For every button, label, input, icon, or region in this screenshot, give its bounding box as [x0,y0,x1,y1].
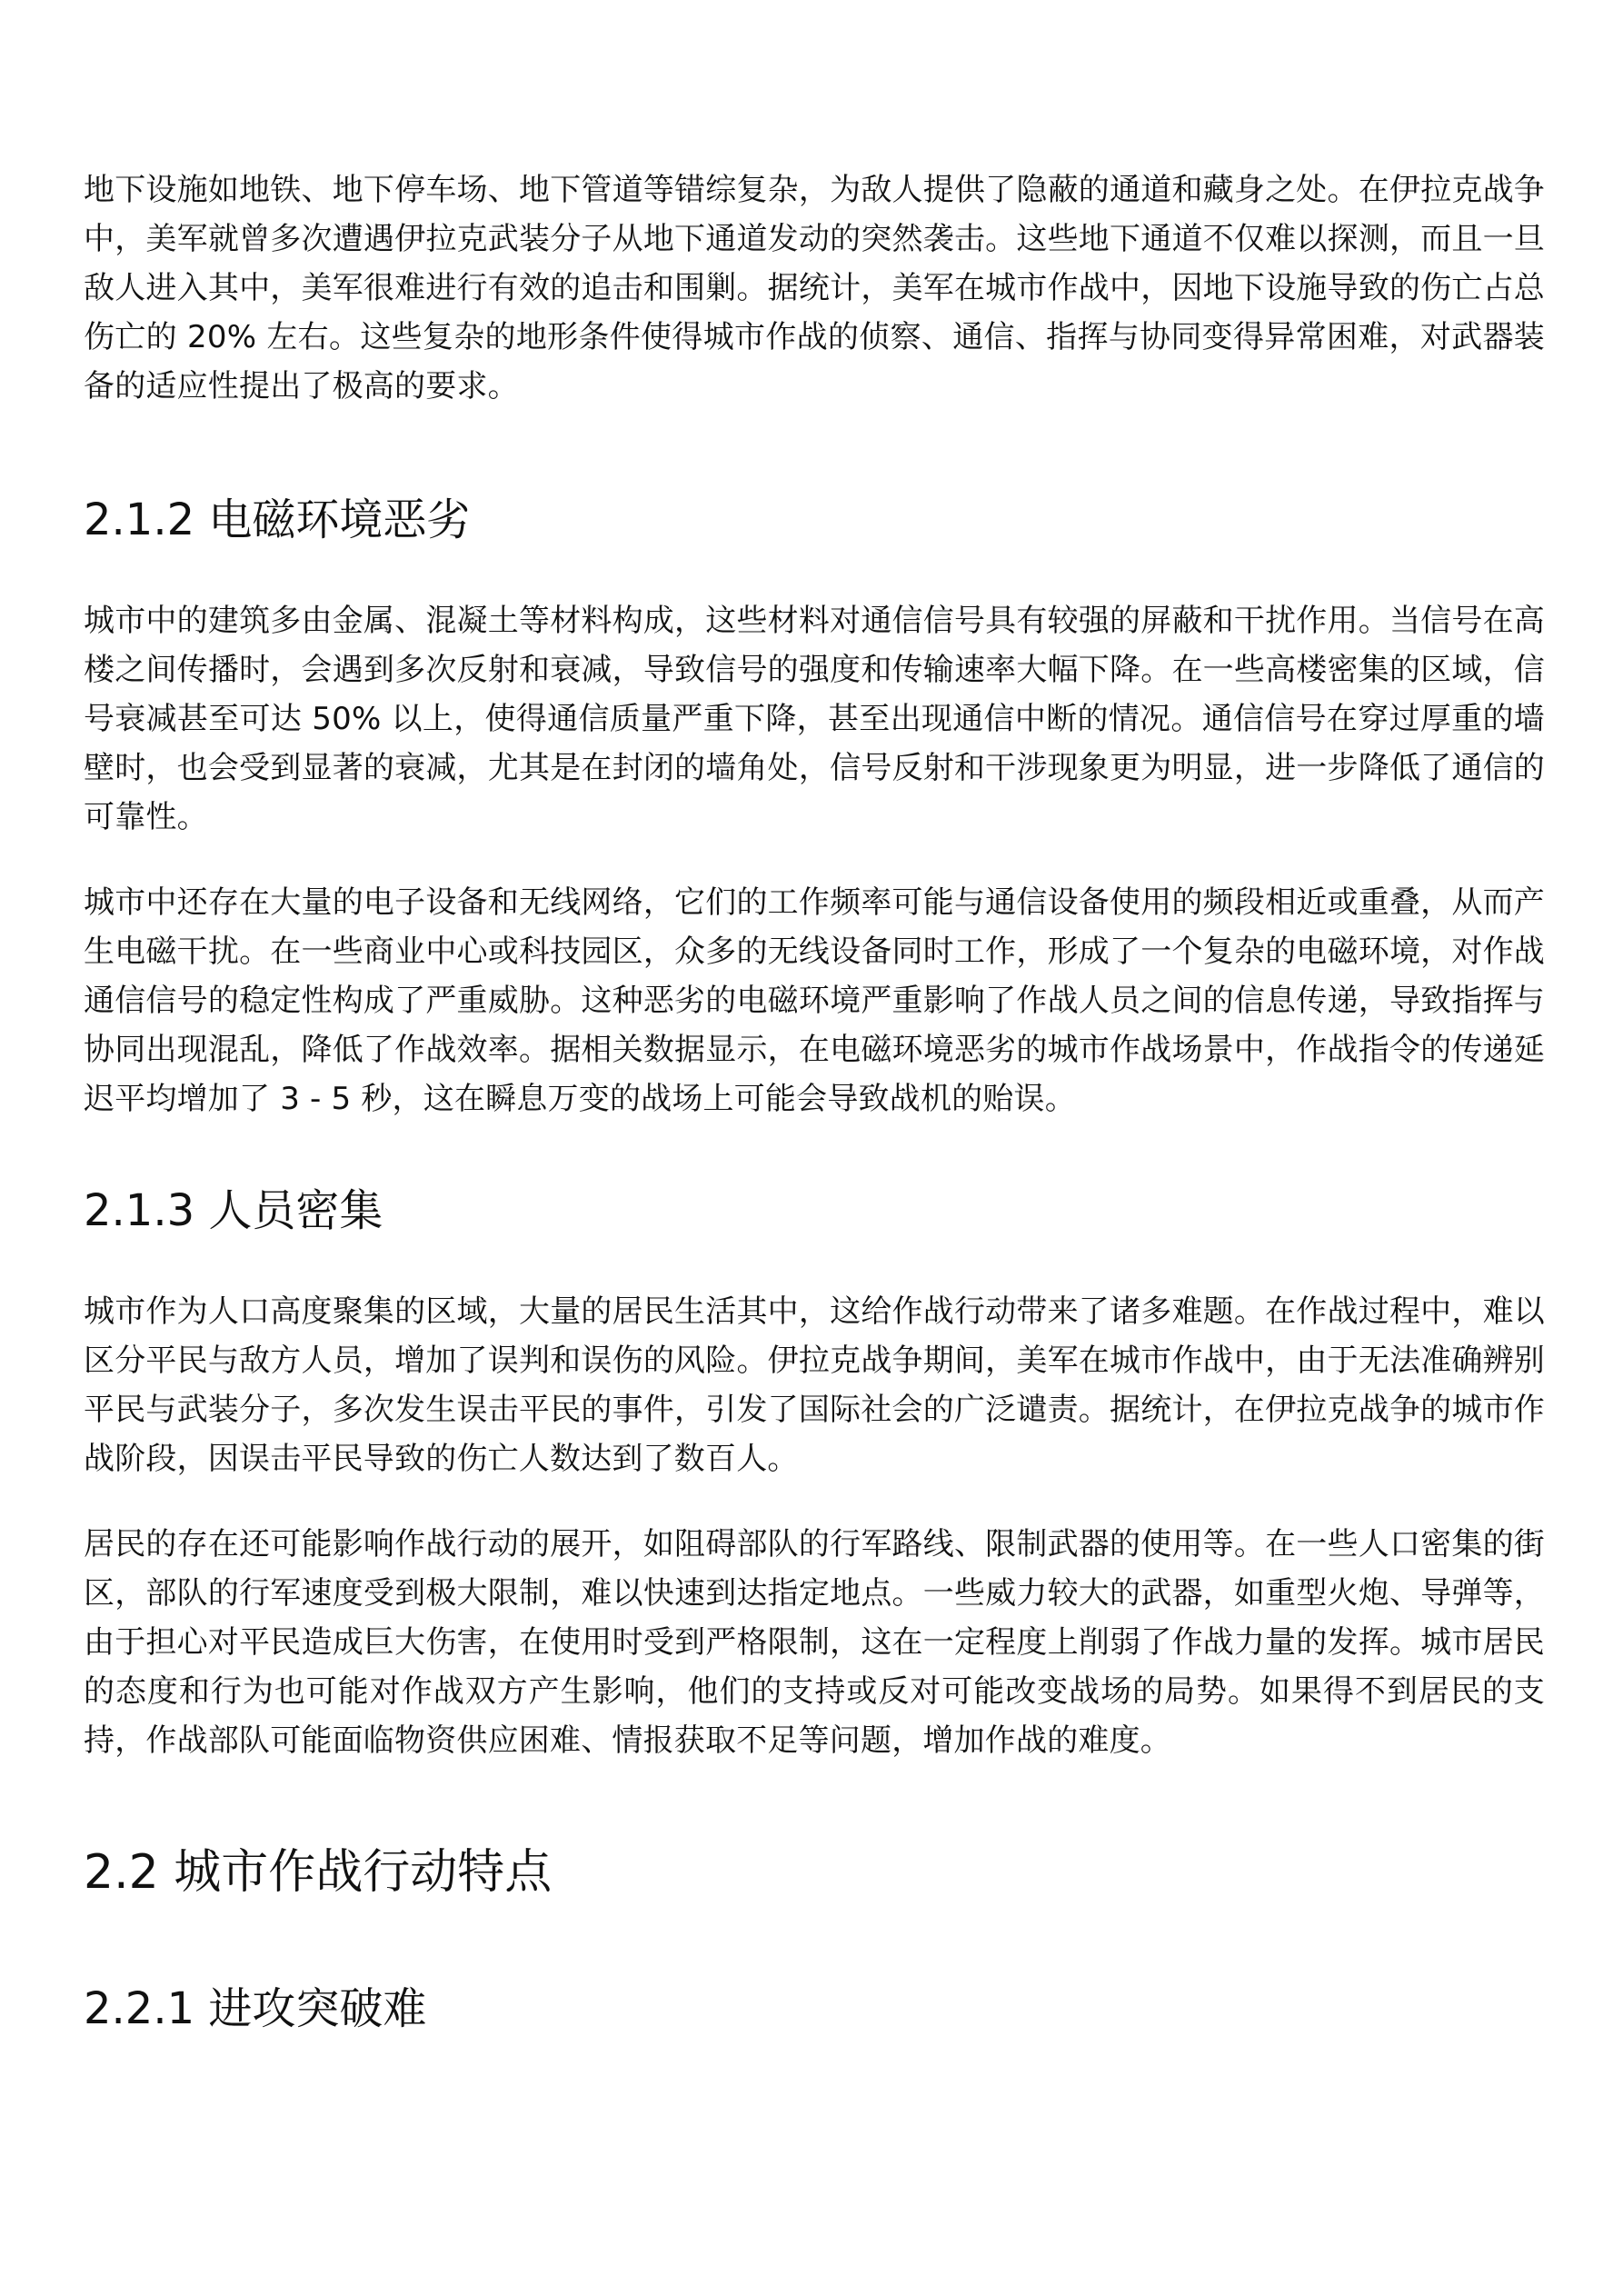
paragraph-civilian-identification: 城市作为人口高度聚集的区域，大量的居民生活其中，这给作战行动带来了诸多难题。在作战过程中，难以区分平民与敌方人员，增加了误判和误伤的风险。伊拉克战争期间，美军在城市作战中，由于无法准确辨别平民与武装分子，多次发生误击平民的事件，引发了国际社会的广泛谴责。据统计，在伊拉克战争的城市作战阶段，因误击平民导致的伤亡人数达到了数百人。 [84,1293,1545,1477]
document-page [84,165,1545,2038]
paragraph-resident-impact: 居民的存在还可能影响作战行动的展开，如阻碍部队的行军路线、限制武器的使用等。在一些人口密集的街区，部队的行军速度受到极大限制，难以快速到达指定地点。一些威力较大的武器，如重型火炮、导弹等，由于担心对平民造成巨大伤害，在使用时受到严格限制，这在一定程度上削弱了作战力量的发挥。城市居民的态度和行为也可能对作战双方产生影响，他们的支持或反对可能改变战场的局势。如果得不到居民的支持，作战部队可能面临物资供应困难、情报获取不足等问题，增加作战的难度。 [84,1526,1545,1759]
paragraph-electromagnetic-interference: 城市中还存在大量的电子设备和无线网络，它们的工作频率可能与通信设备使用的频段相近或重叠，从而产生电磁干扰。在一些商业中心或科技园区，众多的无线设备同时工作，形成了一个复杂的电磁环境，对作战通信信号的稳定性构成了严重威胁。这种恶劣的电磁环境严重影响了作战人员之间的信息传递，导致指挥与协同出现混乱，降低了作战效率。据相关数据显示，在电磁环境恶劣的城市作战场景中，作战指令的传递延迟平均增加了 3 - 5 秒，这在瞬息万变的战场上可能会导致战机的贻误。 [84,884,1545,1117]
heading-2-1-2: 2.1.2 电磁环境恶劣 [84,494,471,545]
paragraph-signal-attenuation: 城市中的建筑多由金属、混凝土等材料构成，这些材料对通信信号具有较强的屏蔽和干扰作用。当信号在高楼之间传播时，会遇到多次反射和衰减，导致信号的强度和传输速率大幅下降。在一些高楼密集的区域，信号衰减甚至可达 50% 以上，使得通信质量严重下降，甚至出现通信中断的情况。通信信号在穿过厚重的墙壁时，也会受到显著的衰减，尤其是在封闭的墙角处，信号反射和干涉现象更为明显，进一步降低了通信的可靠性。 [84,603,1545,835]
heading-2-2-1: 2.2.1 进攻突破难 [84,1983,427,2034]
heading-2-1-3: 2.1.3 人员密集 [84,1185,383,1236]
paragraph-underground-facilities: 地下设施如地铁、地下停车场、地下管道等错综复杂，为敌人提供了隐蔽的通道和藏身之处。在伊拉克战争中，美军就曾多次遭遇伊拉克武装分子从地下通道发动的突然袭击。这些地下通道不仅难以探测，而且一旦敌人进入其中，美军很难进行有效的追击和围剿。据统计，美军在城市作战中，因地下设施导致的伤亡占总伤亡的 20% 左右。这些复杂的地形条件使得城市作战的侦察、通信、指挥与协同变得异常困难，对武器装备的适应性提出了极高的要求。 [84,172,1545,404]
heading-2-2: 2.2 城市作战行动特点 [84,1845,553,1900]
